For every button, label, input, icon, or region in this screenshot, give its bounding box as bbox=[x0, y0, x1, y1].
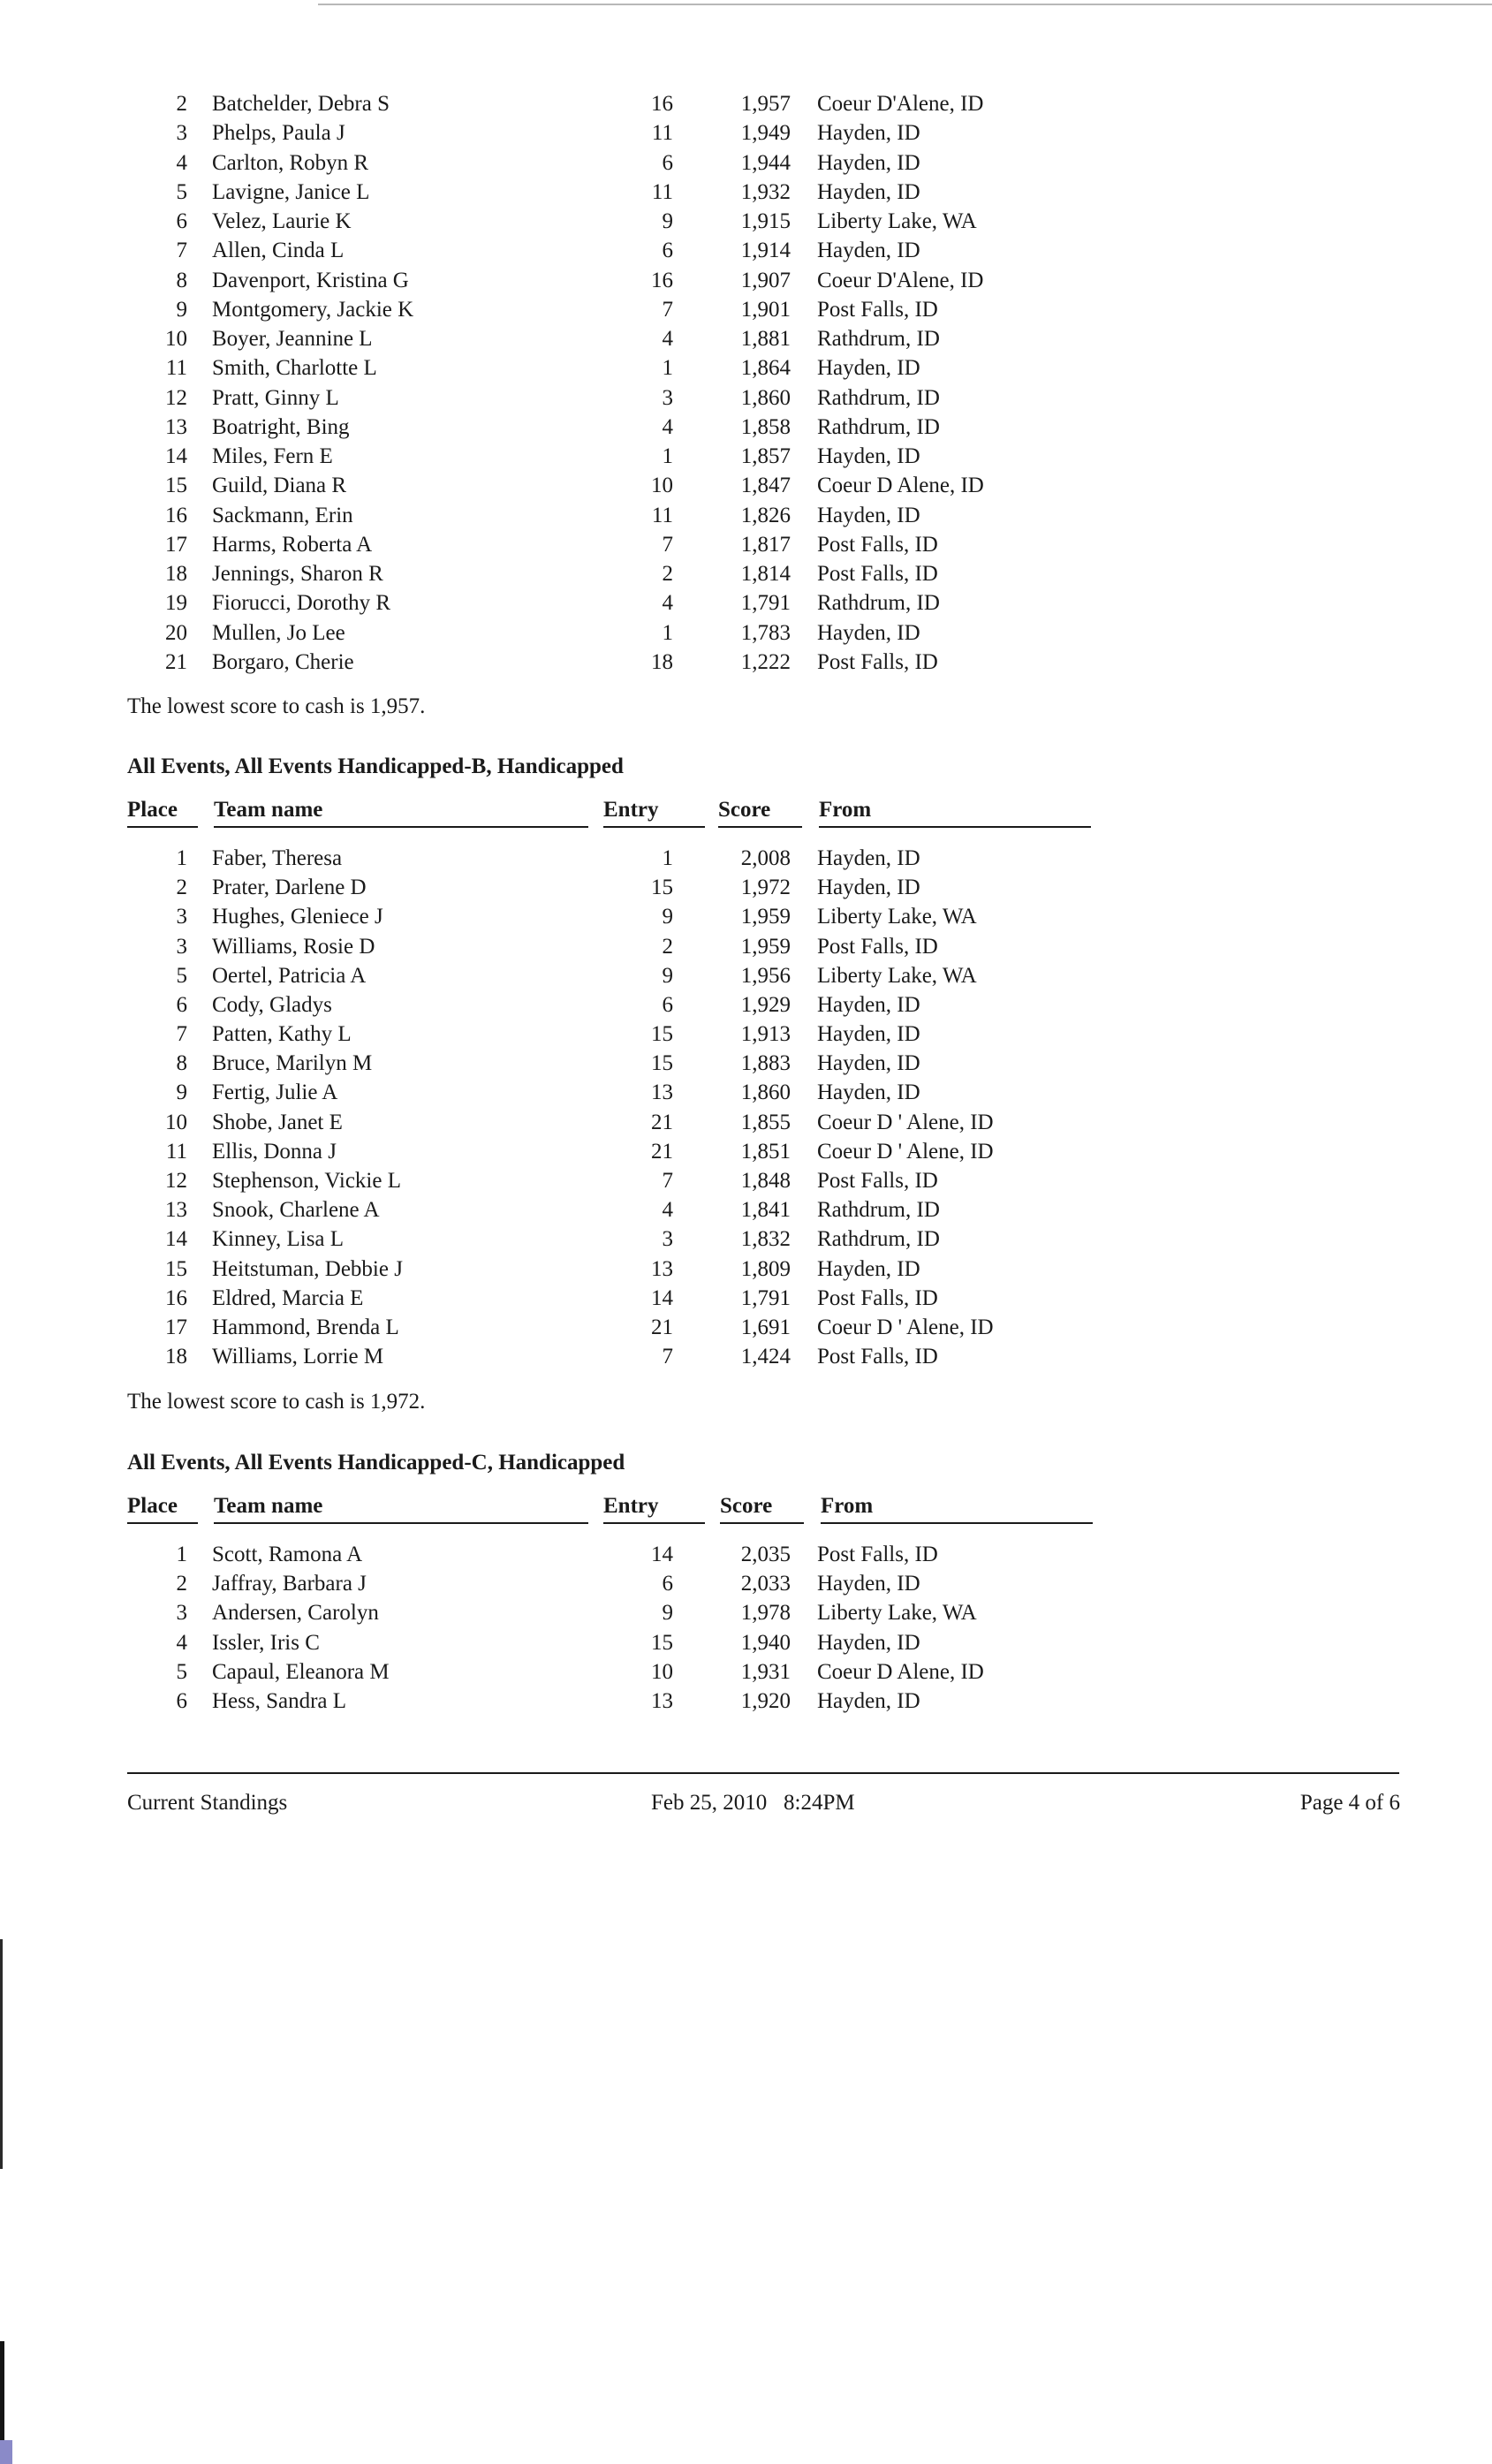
table-row bbox=[0, 442, 1492, 471]
table-row bbox=[0, 1166, 1492, 1195]
table-row bbox=[0, 618, 1492, 648]
table-row bbox=[0, 324, 1492, 353]
entry-cell: 6 bbox=[662, 239, 673, 263]
team-name-cell: Snook, Charlene A bbox=[212, 1198, 380, 1223]
entry-cell: 14 bbox=[651, 1543, 673, 1566]
entry-cell: 1 bbox=[662, 444, 673, 469]
score-cell: 1,949 bbox=[740, 121, 791, 146]
score-cell: 1,931 bbox=[740, 1659, 791, 1684]
score-cell: 1,907 bbox=[740, 268, 791, 292]
score-cell: 1,783 bbox=[740, 620, 791, 645]
team-name-cell: Faber, Theresa bbox=[212, 846, 343, 870]
header-underline bbox=[718, 826, 802, 828]
score-cell: 1,851 bbox=[740, 1139, 791, 1164]
score-cell: 1,929 bbox=[740, 992, 791, 1017]
table-row bbox=[0, 1569, 1492, 1598]
table-row bbox=[0, 178, 1492, 207]
entry-cell: 9 bbox=[662, 905, 673, 929]
place-cell: 20 bbox=[165, 620, 187, 645]
score-cell: 1,860 bbox=[740, 1080, 791, 1105]
team-name-cell: Andersen, Carolyn bbox=[212, 1601, 379, 1626]
table-row bbox=[0, 648, 1492, 677]
place-cell: 12 bbox=[165, 1168, 187, 1193]
score-cell: 1,832 bbox=[740, 1227, 791, 1252]
team-name-cell: Capaul, Eleanora M bbox=[212, 1659, 390, 1684]
score-cell: 1,855 bbox=[740, 1110, 791, 1134]
team-name-cell: Eldred, Marcia E bbox=[212, 1285, 364, 1310]
place-cell: 3 bbox=[176, 934, 187, 959]
scan-edge-line bbox=[318, 4, 1492, 5]
table-row bbox=[0, 1255, 1492, 1284]
table-row bbox=[0, 207, 1492, 236]
team-name-cell: Shobe, Janet E bbox=[212, 1110, 343, 1134]
footer-title: Current Standings bbox=[127, 1791, 288, 1815]
place-cell: 3 bbox=[176, 121, 187, 146]
from-cell: Coeur D'Alene, ID bbox=[817, 92, 984, 116]
table-row bbox=[0, 1137, 1492, 1166]
table-row bbox=[0, 295, 1492, 324]
footer-page-number: Page 4 of 6 bbox=[1299, 1791, 1400, 1815]
from-cell: Hayden, ID bbox=[817, 620, 920, 645]
place-cell: 1 bbox=[176, 846, 187, 870]
score-cell: 2,035 bbox=[740, 1543, 791, 1566]
entry-cell: 11 bbox=[651, 503, 673, 527]
place-cell: 3 bbox=[176, 1601, 187, 1626]
team-name-cell: Prater, Darlene D bbox=[212, 876, 367, 900]
table-row bbox=[0, 413, 1492, 442]
place-cell: 1 bbox=[176, 1543, 187, 1566]
place-cell: 11 bbox=[165, 356, 187, 381]
score-cell: 1,848 bbox=[740, 1168, 791, 1193]
from-cell: Hayden, ID bbox=[817, 1630, 920, 1655]
place-cell: 15 bbox=[165, 474, 187, 498]
table-row bbox=[0, 471, 1492, 500]
entry-cell: 6 bbox=[662, 992, 673, 1017]
place-cell: 3 bbox=[176, 905, 187, 929]
place-cell: 5 bbox=[176, 963, 187, 988]
score-cell: 1,817 bbox=[740, 532, 791, 557]
entry-cell: 3 bbox=[662, 1227, 673, 1252]
from-cell: Coeur D ' Alene, ID bbox=[817, 1315, 994, 1339]
entry-cell: 4 bbox=[662, 591, 673, 616]
from-cell: Coeur D ' Alene, ID bbox=[817, 1110, 994, 1134]
table-row bbox=[0, 961, 1492, 990]
score-cell: 1,860 bbox=[740, 385, 791, 410]
score-cell: 1,809 bbox=[740, 1256, 791, 1281]
team-name-cell: Harms, Roberta A bbox=[212, 532, 373, 557]
score-cell: 1,814 bbox=[740, 562, 791, 587]
entry-cell: 4 bbox=[662, 414, 673, 439]
team-name-cell: Guild, Diana R bbox=[212, 474, 347, 498]
table-row bbox=[0, 588, 1492, 618]
entry-cell: 2 bbox=[662, 562, 673, 587]
entry-cell: 6 bbox=[662, 150, 673, 175]
header-from: From bbox=[821, 1494, 874, 1518]
header-from: From bbox=[819, 798, 872, 822]
score-cell: 2,033 bbox=[740, 1572, 791, 1596]
header-underline bbox=[603, 1522, 705, 1524]
place-cell: 16 bbox=[165, 503, 187, 527]
from-cell: Rathdrum, ID bbox=[817, 385, 940, 410]
from-cell: Liberty Lake, WA bbox=[817, 963, 977, 988]
entry-cell: 7 bbox=[662, 297, 673, 322]
place-cell: 14 bbox=[165, 1227, 187, 1252]
entry-cell: 13 bbox=[651, 1689, 673, 1713]
entry-cell: 1 bbox=[662, 356, 673, 381]
header-underline bbox=[127, 826, 198, 828]
from-cell: Post Falls, ID bbox=[817, 297, 938, 322]
team-name-cell: Smith, Charlotte L bbox=[212, 356, 377, 381]
entry-cell: 2 bbox=[662, 934, 673, 959]
team-name-cell: Scott, Ramona A bbox=[212, 1543, 363, 1566]
place-cell: 21 bbox=[165, 649, 187, 674]
from-cell: Hayden, ID bbox=[817, 239, 920, 263]
team-name-cell: Williams, Rosie D bbox=[212, 934, 375, 959]
from-cell: Coeur D Alene, ID bbox=[817, 1659, 984, 1684]
table-row bbox=[0, 1628, 1492, 1657]
place-cell: 5 bbox=[176, 1659, 187, 1684]
team-name-cell: Kinney, Lisa L bbox=[212, 1227, 345, 1252]
score-cell: 1,883 bbox=[740, 1051, 791, 1076]
table-row bbox=[0, 1313, 1492, 1342]
team-name-cell: Boyer, Jeannine L bbox=[212, 327, 373, 352]
score-cell: 1,881 bbox=[740, 327, 791, 352]
team-name-cell: Fertig, Julie A bbox=[212, 1080, 338, 1105]
table-row bbox=[0, 530, 1492, 559]
entry-cell: 16 bbox=[651, 268, 673, 292]
scan-edge-mark bbox=[0, 2440, 12, 2464]
entry-cell: 15 bbox=[651, 1022, 673, 1047]
entry-cell: 4 bbox=[662, 327, 673, 352]
entry-cell: 21 bbox=[651, 1315, 673, 1339]
from-cell: Hayden, ID bbox=[817, 356, 920, 381]
score-cell: 1,959 bbox=[740, 934, 791, 959]
from-cell: Rathdrum, ID bbox=[817, 591, 940, 616]
header-score: Score bbox=[720, 1494, 773, 1518]
from-cell: Hayden, ID bbox=[817, 1022, 920, 1047]
table-row bbox=[0, 383, 1492, 413]
entry-cell: 15 bbox=[651, 876, 673, 900]
entry-cell: 21 bbox=[651, 1139, 673, 1164]
score-cell: 1,864 bbox=[740, 356, 791, 381]
footer-rule bbox=[127, 1772, 1399, 1774]
entry-cell: 11 bbox=[651, 121, 673, 146]
team-name-cell: Mullen, Jo Lee bbox=[212, 620, 345, 645]
score-cell: 1,841 bbox=[740, 1198, 791, 1223]
team-name-cell: Jaffray, Barbara J bbox=[212, 1572, 367, 1596]
entry-cell: 7 bbox=[662, 1345, 673, 1369]
from-cell: Post Falls, ID bbox=[817, 1168, 938, 1193]
team-name-cell: Borgaro, Cherie bbox=[212, 649, 354, 674]
from-cell: Hayden, ID bbox=[817, 1256, 920, 1281]
from-cell: Coeur D Alene, ID bbox=[817, 474, 984, 498]
table-row bbox=[0, 353, 1492, 383]
header-entry: Entry bbox=[603, 798, 659, 822]
team-name-cell: Fiorucci, Dorothy R bbox=[212, 591, 391, 616]
score-cell: 1,956 bbox=[740, 963, 791, 988]
place-cell: 18 bbox=[165, 562, 187, 587]
place-cell: 10 bbox=[165, 327, 187, 352]
table-row bbox=[0, 1284, 1492, 1313]
header-place: Place bbox=[127, 798, 178, 822]
team-name-cell: Bruce, Marilyn M bbox=[212, 1051, 373, 1076]
team-name-cell: Stephenson, Vickie L bbox=[212, 1168, 401, 1193]
score-cell: 1,826 bbox=[740, 503, 791, 527]
section-title: All Events, All Events Handicapped-B, Handicapped bbox=[127, 754, 624, 778]
from-cell: Coeur D'Alene, ID bbox=[817, 268, 984, 292]
entry-cell: 10 bbox=[651, 474, 673, 498]
from-cell: Hayden, ID bbox=[817, 1051, 920, 1076]
score-cell: 1,915 bbox=[740, 209, 791, 234]
header-underline bbox=[214, 826, 588, 828]
from-cell: Post Falls, ID bbox=[817, 1543, 938, 1566]
from-cell: Hayden, ID bbox=[817, 846, 920, 870]
from-cell: Coeur D ' Alene, ID bbox=[817, 1139, 994, 1164]
place-cell: 4 bbox=[176, 150, 187, 175]
footer-timestamp: Feb 25, 2010 8:24PM bbox=[651, 1791, 855, 1815]
team-name-cell: Patten, Kathy L bbox=[212, 1022, 352, 1047]
table-row bbox=[0, 1078, 1492, 1107]
header-underline bbox=[127, 1522, 198, 1524]
entry-cell: 7 bbox=[662, 1168, 673, 1193]
from-cell: Liberty Lake, WA bbox=[817, 905, 977, 929]
score-cell: 1,972 bbox=[740, 876, 791, 900]
team-name-cell: Montgomery, Jackie K bbox=[212, 297, 414, 322]
team-name-cell: Phelps, Paula J bbox=[212, 121, 345, 146]
from-cell: Hayden, ID bbox=[817, 1572, 920, 1596]
team-name-cell: Batchelder, Debra S bbox=[212, 92, 390, 116]
table-row bbox=[0, 148, 1492, 178]
entry-cell: 16 bbox=[651, 92, 673, 116]
score-cell: 1,791 bbox=[740, 591, 791, 616]
from-cell: Rathdrum, ID bbox=[817, 414, 940, 439]
table-row bbox=[0, 1687, 1492, 1716]
header-underline bbox=[821, 1522, 1093, 1524]
header-underline bbox=[819, 826, 1091, 828]
score-cell: 1,978 bbox=[740, 1601, 791, 1626]
team-name-cell: Velez, Laurie K bbox=[212, 209, 352, 234]
from-cell: Post Falls, ID bbox=[817, 1345, 938, 1369]
table-row bbox=[0, 1540, 1492, 1569]
header-team-name: Team name bbox=[214, 1494, 323, 1518]
place-cell: 5 bbox=[176, 179, 187, 204]
team-name-cell: Pratt, Ginny L bbox=[212, 385, 339, 410]
from-cell: Hayden, ID bbox=[817, 179, 920, 204]
score-cell: 1,944 bbox=[740, 150, 791, 175]
table-row bbox=[0, 1342, 1492, 1371]
header-place: Place bbox=[127, 1494, 178, 1518]
team-name-cell: Issler, Iris C bbox=[212, 1630, 320, 1655]
table-row bbox=[0, 236, 1492, 265]
table-row bbox=[0, 844, 1492, 873]
table-row bbox=[0, 902, 1492, 931]
place-cell: 2 bbox=[176, 92, 187, 116]
team-name-cell: Oertel, Patricia A bbox=[212, 963, 367, 988]
table-row bbox=[0, 1598, 1492, 1627]
scan-edge-mark bbox=[0, 1939, 3, 2169]
from-cell: Rathdrum, ID bbox=[817, 327, 940, 352]
place-cell: 8 bbox=[176, 1051, 187, 1076]
entry-cell: 1 bbox=[662, 620, 673, 645]
score-cell: 1,847 bbox=[740, 474, 791, 498]
from-cell: Hayden, ID bbox=[817, 503, 920, 527]
entry-cell: 1 bbox=[662, 846, 673, 870]
place-cell: 6 bbox=[176, 209, 187, 234]
header-underline bbox=[603, 826, 705, 828]
team-name-cell: Carlton, Robyn R bbox=[212, 150, 369, 175]
score-cell: 1,959 bbox=[740, 905, 791, 929]
from-cell: Liberty Lake, WA bbox=[817, 1601, 977, 1626]
header-entry: Entry bbox=[603, 1494, 659, 1518]
table-row bbox=[0, 118, 1492, 148]
header-underline bbox=[720, 1522, 804, 1524]
entry-cell: 21 bbox=[651, 1110, 673, 1134]
from-cell: Post Falls, ID bbox=[817, 649, 938, 674]
from-cell: Hayden, ID bbox=[817, 150, 920, 175]
place-cell: 7 bbox=[176, 1022, 187, 1047]
place-cell: 17 bbox=[165, 1315, 187, 1339]
from-cell: Hayden, ID bbox=[817, 121, 920, 146]
table-row bbox=[0, 1195, 1492, 1224]
table-row bbox=[0, 1657, 1492, 1687]
place-cell: 19 bbox=[165, 591, 187, 616]
score-cell: 1,914 bbox=[740, 239, 791, 263]
team-name-cell: Williams, Lorrie M bbox=[212, 1345, 384, 1369]
from-cell: Liberty Lake, WA bbox=[817, 209, 977, 234]
team-name-cell: Heitstuman, Debbie J bbox=[212, 1256, 403, 1281]
entry-cell: 18 bbox=[651, 649, 673, 674]
from-cell: Post Falls, ID bbox=[817, 1285, 938, 1310]
entry-cell: 13 bbox=[651, 1080, 673, 1105]
score-cell: 1,920 bbox=[740, 1689, 791, 1713]
team-name-cell: Miles, Fern E bbox=[212, 444, 333, 469]
from-cell: Hayden, ID bbox=[817, 444, 920, 469]
table-row bbox=[0, 559, 1492, 588]
entry-cell: 6 bbox=[662, 1572, 673, 1596]
cash-note: The lowest score to cash is 1,972. bbox=[127, 1390, 426, 1414]
table-row bbox=[0, 873, 1492, 902]
from-cell: Hayden, ID bbox=[817, 1080, 920, 1105]
from-cell: Post Falls, ID bbox=[817, 532, 938, 557]
from-cell: Hayden, ID bbox=[817, 1689, 920, 1713]
score-cell: 1,957 bbox=[740, 92, 791, 116]
score-cell: 1,424 bbox=[740, 1345, 791, 1369]
table-row bbox=[0, 266, 1492, 295]
place-cell: 16 bbox=[165, 1285, 187, 1310]
entry-cell: 10 bbox=[651, 1659, 673, 1684]
place-cell: 6 bbox=[176, 992, 187, 1017]
score-cell: 1,857 bbox=[740, 444, 791, 469]
entry-cell: 15 bbox=[651, 1051, 673, 1076]
entry-cell: 3 bbox=[662, 385, 673, 410]
table-row bbox=[0, 1108, 1492, 1137]
team-name-cell: Boatright, Bing bbox=[212, 414, 350, 439]
header-team-name: Team name bbox=[214, 798, 323, 822]
from-cell: Rathdrum, ID bbox=[817, 1227, 940, 1252]
entry-cell: 11 bbox=[651, 179, 673, 204]
table-row bbox=[0, 990, 1492, 1020]
score-cell: 2,008 bbox=[740, 846, 791, 870]
from-cell: Hayden, ID bbox=[817, 876, 920, 900]
place-cell: 15 bbox=[165, 1256, 187, 1281]
entry-cell: 4 bbox=[662, 1198, 673, 1223]
team-name-cell: Lavigne, Janice L bbox=[212, 179, 370, 204]
entry-cell: 9 bbox=[662, 1601, 673, 1626]
score-cell: 1,913 bbox=[740, 1022, 791, 1047]
cash-note: The lowest score to cash is 1,957. bbox=[127, 694, 426, 718]
table-row bbox=[0, 1224, 1492, 1254]
team-name-cell: Hess, Sandra L bbox=[212, 1689, 347, 1713]
from-cell: Rathdrum, ID bbox=[817, 1198, 940, 1223]
entry-cell: 9 bbox=[662, 963, 673, 988]
from-cell: Post Falls, ID bbox=[817, 934, 938, 959]
team-name-cell: Hammond, Brenda L bbox=[212, 1315, 399, 1339]
table-row bbox=[0, 501, 1492, 530]
score-cell: 1,691 bbox=[740, 1315, 791, 1339]
from-cell: Post Falls, ID bbox=[817, 562, 938, 587]
entry-cell: 15 bbox=[651, 1630, 673, 1655]
table-row bbox=[0, 932, 1492, 961]
place-cell: 7 bbox=[176, 239, 187, 263]
score-cell: 1,901 bbox=[740, 297, 791, 322]
team-name-cell: Ellis, Donna J bbox=[212, 1139, 337, 1164]
place-cell: 12 bbox=[165, 385, 187, 410]
entry-cell: 14 bbox=[651, 1285, 673, 1310]
place-cell: 9 bbox=[176, 297, 187, 322]
score-cell: 1,791 bbox=[740, 1285, 791, 1310]
table-row bbox=[0, 1049, 1492, 1078]
header-underline bbox=[214, 1522, 588, 1524]
team-name-cell: Hughes, Gleniece J bbox=[212, 905, 383, 929]
place-cell: 13 bbox=[165, 414, 187, 439]
place-cell: 11 bbox=[165, 1139, 187, 1164]
place-cell: 9 bbox=[176, 1080, 187, 1105]
place-cell: 4 bbox=[176, 1630, 187, 1655]
score-cell: 1,940 bbox=[740, 1630, 791, 1655]
team-name-cell: Allen, Cinda L bbox=[212, 239, 345, 263]
team-name-cell: Davenport, Kristina G bbox=[212, 268, 409, 292]
place-cell: 10 bbox=[165, 1110, 187, 1134]
place-cell: 6 bbox=[176, 1689, 187, 1713]
entry-cell: 7 bbox=[662, 532, 673, 557]
entry-cell: 13 bbox=[651, 1256, 673, 1281]
score-cell: 1,932 bbox=[740, 179, 791, 204]
table-row bbox=[0, 89, 1492, 118]
place-cell: 14 bbox=[165, 444, 187, 469]
place-cell: 13 bbox=[165, 1198, 187, 1223]
place-cell: 17 bbox=[165, 532, 187, 557]
place-cell: 8 bbox=[176, 268, 187, 292]
place-cell: 2 bbox=[176, 876, 187, 900]
team-name-cell: Sackmann, Erin bbox=[212, 503, 353, 527]
place-cell: 2 bbox=[176, 1572, 187, 1596]
score-cell: 1,858 bbox=[740, 414, 791, 439]
section-title: All Events, All Events Handicapped-C, Handicapped bbox=[127, 1451, 625, 1475]
score-cell: 1,222 bbox=[740, 649, 791, 674]
entry-cell: 9 bbox=[662, 209, 673, 234]
header-score: Score bbox=[718, 798, 771, 822]
place-cell: 18 bbox=[165, 1345, 187, 1369]
from-cell: Hayden, ID bbox=[817, 992, 920, 1017]
team-name-cell: Jennings, Sharon R bbox=[212, 562, 383, 587]
table-row bbox=[0, 1020, 1492, 1049]
team-name-cell: Cody, Gladys bbox=[212, 992, 332, 1017]
